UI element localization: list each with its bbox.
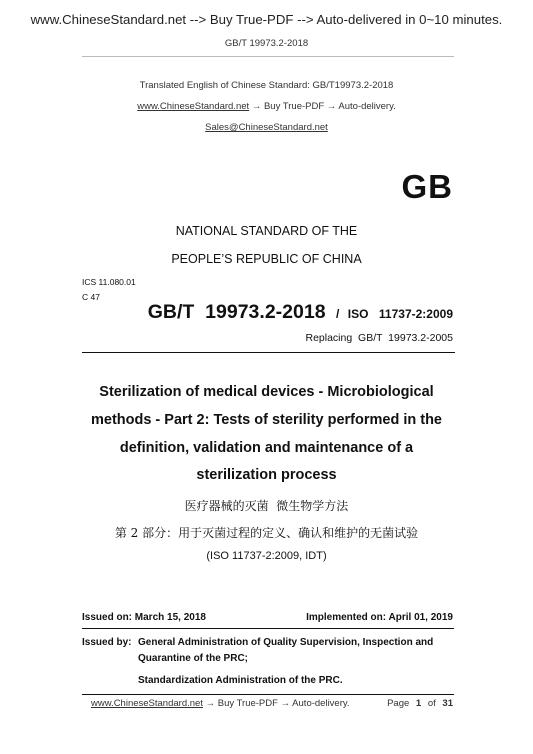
standard-divider xyxy=(82,352,455,353)
header-divider xyxy=(82,56,454,57)
footer-site-link[interactable]: www.ChineseStandard.net xyxy=(91,698,203,709)
translation-email-line xyxy=(0,122,533,133)
title-line-2: methods - Part 2: Tests of sterility performed in the xyxy=(90,412,443,428)
translation-site-line xyxy=(0,101,533,112)
page-label: Page xyxy=(387,698,410,709)
iso-prefix: ISO xyxy=(347,307,369,321)
replacing-note: Replacing GB/T 19973.2-2005 xyxy=(305,332,453,344)
header-code: GB/T 19973.2-2018 xyxy=(224,38,309,49)
issuer-line3: Standardization Administration of the PRC. xyxy=(138,675,343,686)
standard-number: GB/T 19973.2-2018 xyxy=(147,301,326,323)
iso-equivalence: (ISO 11737-2:2009, IDT) xyxy=(206,550,327,562)
title-line-1: Sterilization of medical devices - Microbiological xyxy=(99,384,434,400)
ccs-code: C 47 xyxy=(82,292,100,302)
translation-site-link[interactable]: www.ChineseStandard.net xyxy=(137,101,250,112)
dates-divider xyxy=(82,628,454,629)
page-number: 1 xyxy=(415,698,422,709)
issued-date: Issued on: March 15, 2018 xyxy=(82,612,206,623)
chinese-title-line2: 第 2 部分：用于灭菌过程的定义、确认和维护的无菌试验 xyxy=(114,526,419,540)
standard-separator: / xyxy=(336,307,340,321)
chinese-title-line1: 医疗器械的灭菌 微生物学方法 xyxy=(184,499,349,513)
title-line-4: sterilization process xyxy=(196,467,337,483)
issuer-line1: General Administration of Quality Supervision, Inspection and xyxy=(138,637,434,648)
total-pages: 31 xyxy=(442,698,453,709)
issuer-divider xyxy=(82,694,454,695)
national-standard-line1: NATIONAL STANDARD OF THE xyxy=(175,224,358,238)
translation-notice: Translated English of Chinese Standard: GB/T19973.2-2018 xyxy=(139,80,394,91)
translation-site-suffix: → Buy True-PDF → Auto-delivery. xyxy=(249,101,396,112)
issuer-line2: Quarantine of the PRC; xyxy=(138,653,249,664)
national-standard-line2: PEOPLE’S REPUBLIC OF CHINA xyxy=(171,252,362,266)
gb-logo: GB xyxy=(401,168,453,205)
footer-suffix: → Buy True-PDF → Auto-delivery. xyxy=(202,698,350,709)
ics-code: ICS 11.080.01 xyxy=(82,277,136,287)
of-label: of xyxy=(427,698,436,709)
issuer-label: Issued by: xyxy=(82,637,132,648)
title-line-3: definition, validation and maintenance of a xyxy=(119,440,414,456)
email-link[interactable]: Sales@ChineseStandard.net xyxy=(205,122,328,133)
page-indicator xyxy=(387,698,453,709)
standard-number-line xyxy=(148,301,453,324)
iso-number: 11737-2:2009 xyxy=(378,307,453,321)
footer-links xyxy=(91,698,350,709)
banner-text: www.ChineseStandard.net --> Buy True-PDF --> Auto-delivered in 0~10 minutes. xyxy=(30,12,503,27)
top-banner xyxy=(0,12,533,27)
implemented-date: Implemented on: April 01, 2019 xyxy=(306,612,453,623)
